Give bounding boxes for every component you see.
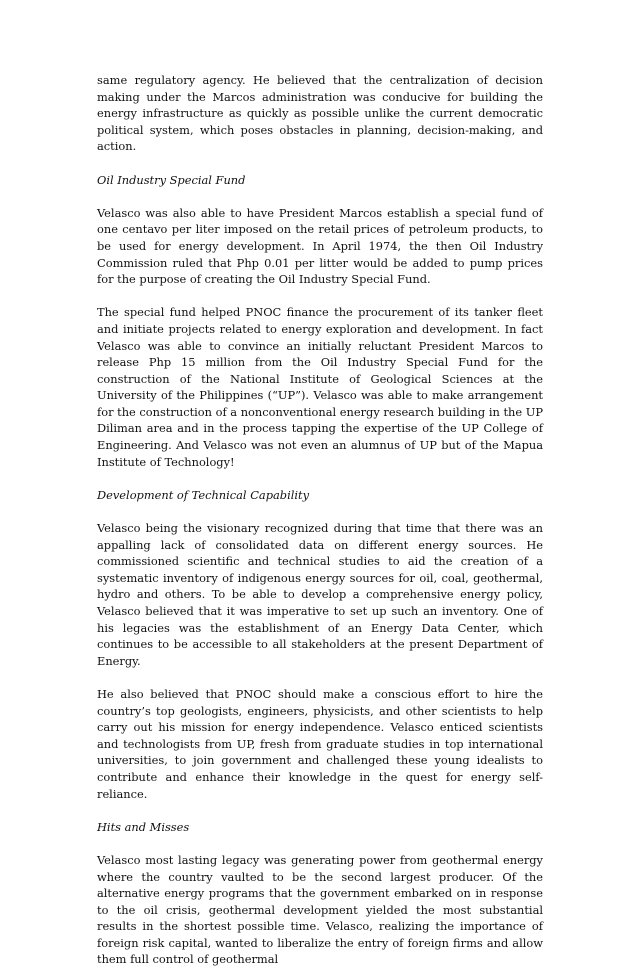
paragraph-special-fund-established: Velasco was also able to have President Marcos establish a special fund of one centavo per liter imposed on the retail prices of petroleum products, to be used for energy development. In April 1974, the then Oil Industry Commission ruled that Php 0.01 per litter would be added to pump prices for the purpose of creating the Oil Industry Special Fund. [97, 205, 543, 287]
document-page [97, 72, 543, 968]
paragraph-special-fund-uses: The special fund helped PNOC finance the procurement of its tanker fleet and initiate projects related to energy exploration and development. In fact Velasco was able to convince an initially reluctant President Marcos to release Php 15 million from the Oil Industry Special Fund for the construction of the National Institute of Geological Sciences at the University of the Philippines (“UP”). Velasco was able to make arrangement for the construction of a nonconventional energy research building in the UP Diliman area and in the process tapping the expertise of the UP College of Engineering. And Velasco was not even an alumnus of UP but of the Mapua Institute of Technology! [97, 305, 543, 469]
heading-development-of-technical-capability: Development of Technical Capability [97, 487, 310, 502]
heading-hits-and-misses: Hits and Misses [97, 819, 190, 834]
heading-oil-industry-special-fund: Oil Industry Special Fund [97, 172, 246, 187]
paragraph-centralization: same regulatory agency. He believed that the centralization of decision making under the Marcos administration was conducive for building the energy infrastructure as quickly as possible unlike the current democratic political system, which poses obstacles in planning, decision-making, and action. [97, 73, 543, 154]
paragraph-hiring-scientists: He also believed that PNOC should make a conscious effort to hire the country’s top geologists, engineers, physicists, and other scientists to help carry out his mission for energy independence. Velasco enticed scientists and technologists from UP, fresh from graduate studies in top international universities, to join government and challenged these young idealists to contribute and enhance their knowledge in the quest for energy self-reliance. [97, 686, 543, 801]
paragraph-energy-data: Velasco being the visionary recognized during that time that there was an appalling lack of consolidated data on different energy sources. He commissioned scientific and technical studies to aid the creation of a systematic inventory of indigenous energy sources for oil, coal, geothermal, hydro and others. To be able to develop a comprehensive energy policy, Velasco believed that it was imperative to set up such an inventory. One of his legacies was the establishment of an Energy Data Center, which continues to be accessible to all stakeholders at the present Department of Energy. [97, 521, 543, 668]
paragraph-geothermal-legacy: Velasco most lasting legacy was generating power from geothermal energy where the country vaulted to be the second largest producer. Of the alternative energy programs that the government embarked on in response to the oil crisis, geothermal development yielded the most substantial results in the shortest possible time. Velasco, realizing the importance of foreign risk capital, wanted to liberalize the entry of foreign firms and allow them full control of geothermal [97, 852, 543, 967]
